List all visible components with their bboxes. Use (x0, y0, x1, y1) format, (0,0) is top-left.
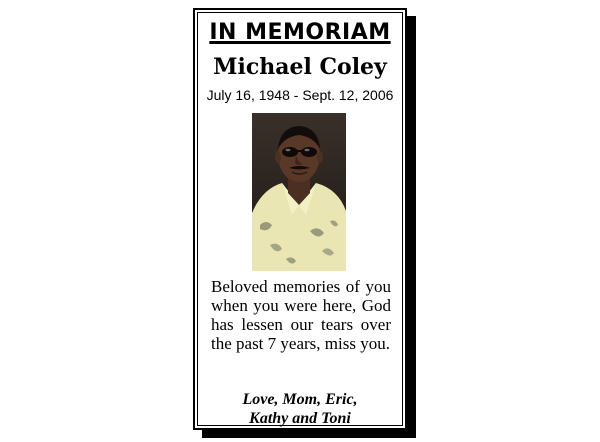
memoriam-heading: IN MEMORIAM (209, 20, 391, 45)
signature-line-1: Love, Mom, Eric, (242, 391, 358, 408)
memorial-card (193, 8, 407, 430)
memorial-message: Beloved memories of you when you were here, God has lessen our tears over the past 7 years, miss you. (211, 277, 391, 353)
portrait-photo (252, 113, 346, 271)
deceased-name: Michael Coley (213, 54, 387, 80)
signature-line-2: Kathy and Toni (249, 410, 351, 427)
signature-block (195, 390, 405, 428)
life-dates: July 16, 1948 - Sept. 12, 2006 (206, 87, 394, 103)
